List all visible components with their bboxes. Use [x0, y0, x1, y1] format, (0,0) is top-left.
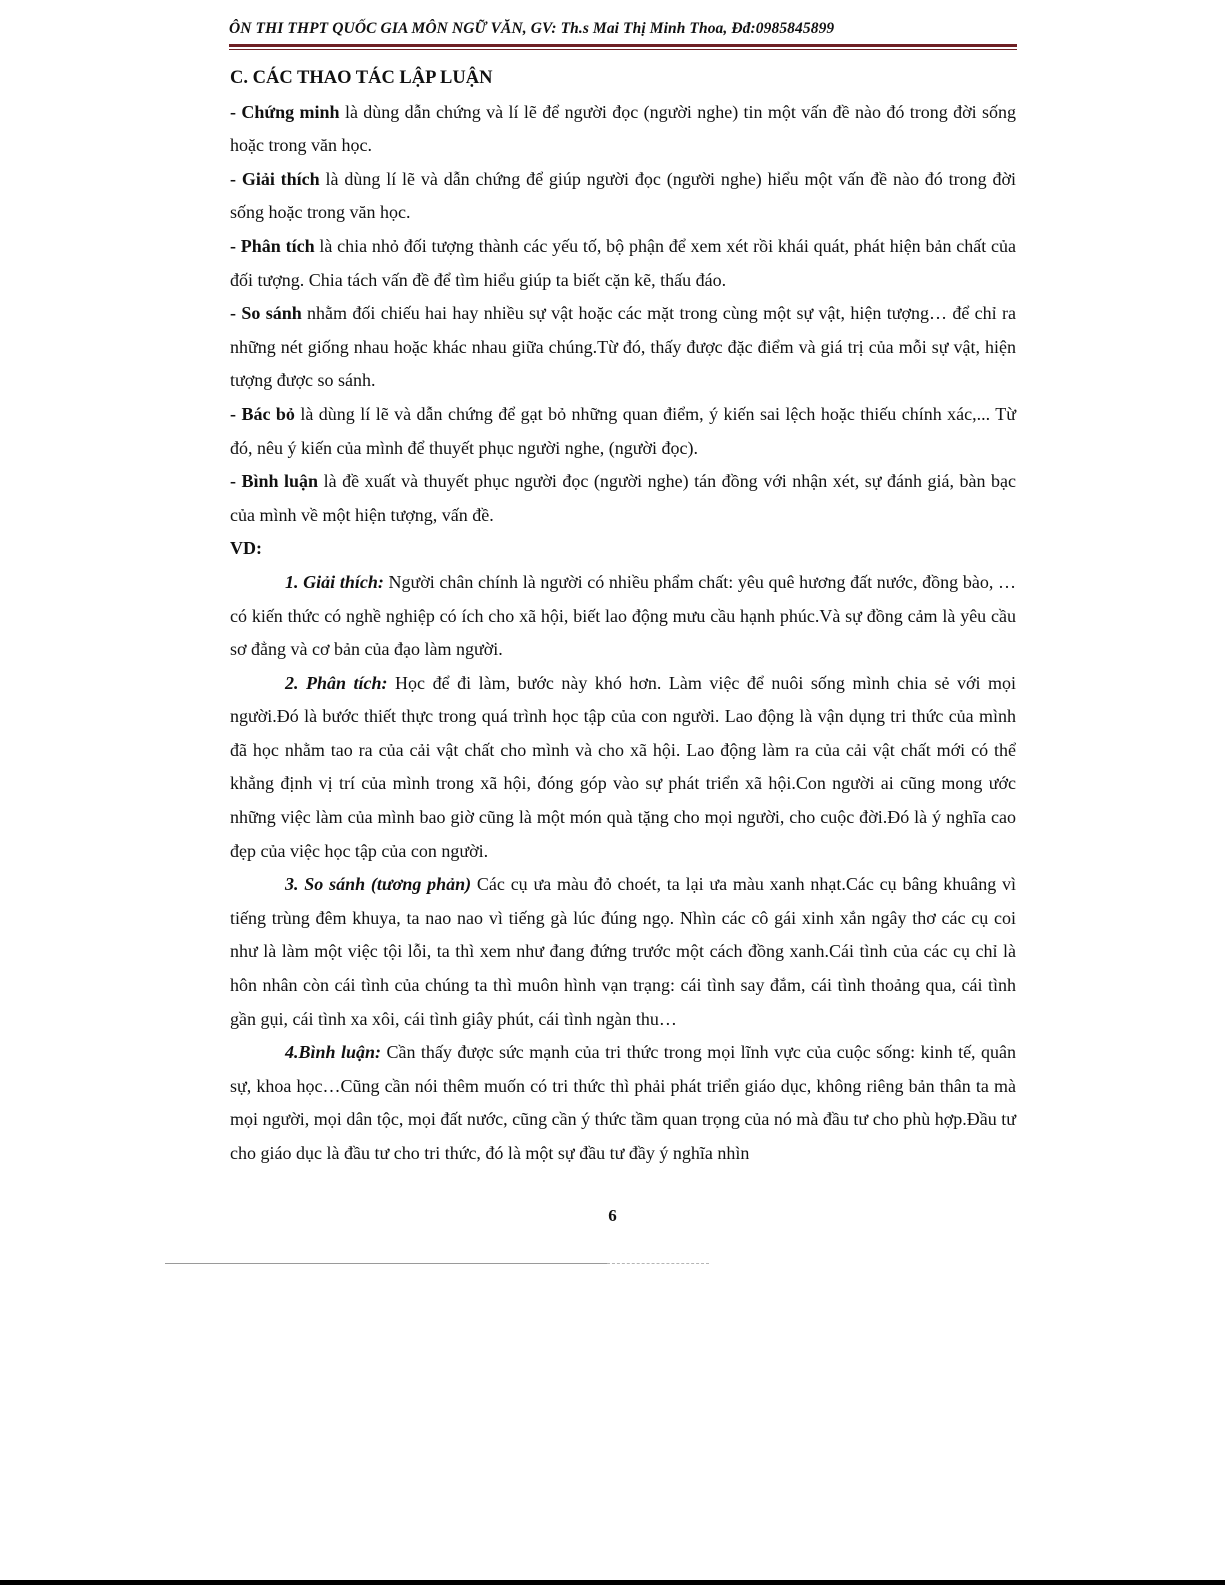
- example-phan-tich: [230, 667, 1016, 869]
- footer-divider-dashed: [607, 1263, 709, 1264]
- definition-term: - Bác bỏ: [230, 403, 295, 424]
- example-giai-thich: [230, 566, 1016, 667]
- page-number: 6: [608, 1206, 617, 1225]
- definition-term: - Chứng minh: [230, 101, 340, 122]
- page-header: ÔN THI THPT QUỐC GIA MÔN NGỮ VĂN, GV: Th.s Mai Thị Minh Thoa, Đđ:0985845899: [229, 20, 835, 37]
- definition-so-sanh: [230, 297, 1016, 398]
- example-text: Các cụ ưa màu đỏ choét, ta lại ưa màu xanh nhạt.Các cụ bâng khuâng vì tiếng trùng đêm khuya, ta nao nao vì tiếng gà lúc đúng ngọ. Nhìn các cô gái xinh xắn ngây thơ các cụ coi như là làm một việc tội lỗi, ta thì xem như đang đứng trước một cách đồng xanh.Cái tình của các cụ chỉ là hôn nhân còn cái tình của chúng ta thì muôn hình vạn trạng: cái tình say đắm, cái tình thoảng qua, cái tình gần gụi, cái tình xa xôi, cái tình giây phút, cái tình ngàn thu…: [230, 874, 1016, 1029]
- definition-text: là dùng lí lẽ và dẫn chứng để giúp người đọc (người nghe) hiểu một vấn đề nào đó trong đời sống hoặc trong văn học.: [230, 168, 1016, 223]
- document-body: [230, 62, 1016, 1171]
- definition-text: là chia nhỏ đối tượng thành các yếu tố, bộ phận để xem xét rồi khái quát, phát hiện bản chất của đối tượng. Chia tách vấn đề để tìm hiểu giúp ta biết cặn kẽ, thấu đáo.: [230, 235, 1016, 290]
- definition-text: nhằm đối chiếu hai hay nhiều sự vật hoặc các mặt trong cùng một sự vật, hiện tượng… để chỉ ra những nét giống nhau hoặc khác nhau giữa chúng.Từ đó, thấy được đặc điểm và giá trị của mỗi sự vật, hiện tượng được so sánh.: [230, 303, 1016, 391]
- definition-giai-thich: [230, 163, 1016, 230]
- example-label: 1. Giải thích:: [285, 571, 384, 592]
- example-text: Cần thấy được sức mạnh của tri thức trong mọi lĩnh vực của cuộc sống: kinh tế, quân sự, khoa học…Cũng cần nói thêm muốn có tri thức thì phải phát triển giáo dục, không riêng bản thân ta mà mọi người, mọi dân tộc, mọi đất nước, cũng cần ý thức tầm quan trọng của nó mà đầu tư cho phù hợp.Đầu tư cho giáo dục là đầu tư cho tri thức, đó là một sự đầu tư đầy ý nghĩa nhìn: [230, 1042, 1016, 1163]
- definition-term: - Phân tích: [230, 235, 315, 256]
- definition-phan-tich: [230, 230, 1016, 297]
- example-so-sanh: [230, 868, 1016, 1036]
- definition-text: là đề xuất và thuyết phục người đọc (người nghe) tán đồng với nhận xét, sự đánh giá, bàn bạc của mình về một hiện tượng, vấn đề.: [230, 471, 1017, 525]
- example-binh-luan: [230, 1036, 1016, 1170]
- example-heading: VD:: [230, 538, 262, 559]
- header-divider-thin: [229, 49, 1017, 50]
- footer-divider: [165, 1263, 607, 1264]
- header-divider: [229, 44, 1017, 47]
- definition-text: là dùng dẫn chứng và lí lẽ để người đọc (người nghe) tin một vấn đề nào đó trong đời sống hoặc trong văn học.: [230, 101, 1016, 156]
- definition-text: là dùng lí lẽ và dẫn chứng để gạt bỏ những quan điểm, ý kiến sai lệch hoặc thiếu chính xác,... Từ đó, nêu ý kiến của mình để thuyết phục người nghe, (người đọc).: [230, 403, 1016, 458]
- definition-term: - So sánh: [230, 303, 302, 324]
- example-text: Người chân chính là người có nhiều phẩm chất: yêu quê hương đất nước, đồng bào, …có kiến thức có nghề nghiệp có ích cho xã hội, biết lao động mưu cầu hạnh phúc.Và sự đồng cảm là yêu cầu sơ đẳng và cơ bản của đạo làm người.: [230, 571, 1016, 660]
- example-label: 2. Phân tích:: [285, 672, 388, 693]
- definition-binh-luan: [230, 465, 1016, 532]
- example-label: 3. So sánh (tương phản): [285, 874, 472, 895]
- definition-term: - Giải thích: [230, 168, 320, 189]
- bottom-edge-bar: [0, 1580, 1225, 1585]
- example-label: 4.Bình luận:: [285, 1042, 381, 1063]
- example-text: Học để đi làm, bước này khó hơn. Làm việc để nuôi sống mình chia sẻ với mọi người.Đó là bước thiết thực trong quá trình học tập của con người. Lao động là vận dụng tri thức của mình đã học nhằm tao ra của cải vật chất cho mình và cho xã hội. Lao động làm ra của cải vật chất mới có thể khẳng định vị trí của mình trong xã hội, đóng góp vào sự phát triển xã hội.Con người ai cũng mong ước những việc làm của mình bao giờ cũng là một món quà tặng cho mọi người, cho cuộc đời.Đó là ý nghĩa cao đẹp của việc học tập của con người.: [230, 672, 1016, 861]
- definition-bac-bo: [230, 398, 1016, 465]
- definition-term: - Bình luận: [230, 471, 319, 492]
- section-title: C. CÁC THAO TÁC LẬP LUẬN: [230, 68, 493, 88]
- definition-chung-minh: [230, 96, 1016, 163]
